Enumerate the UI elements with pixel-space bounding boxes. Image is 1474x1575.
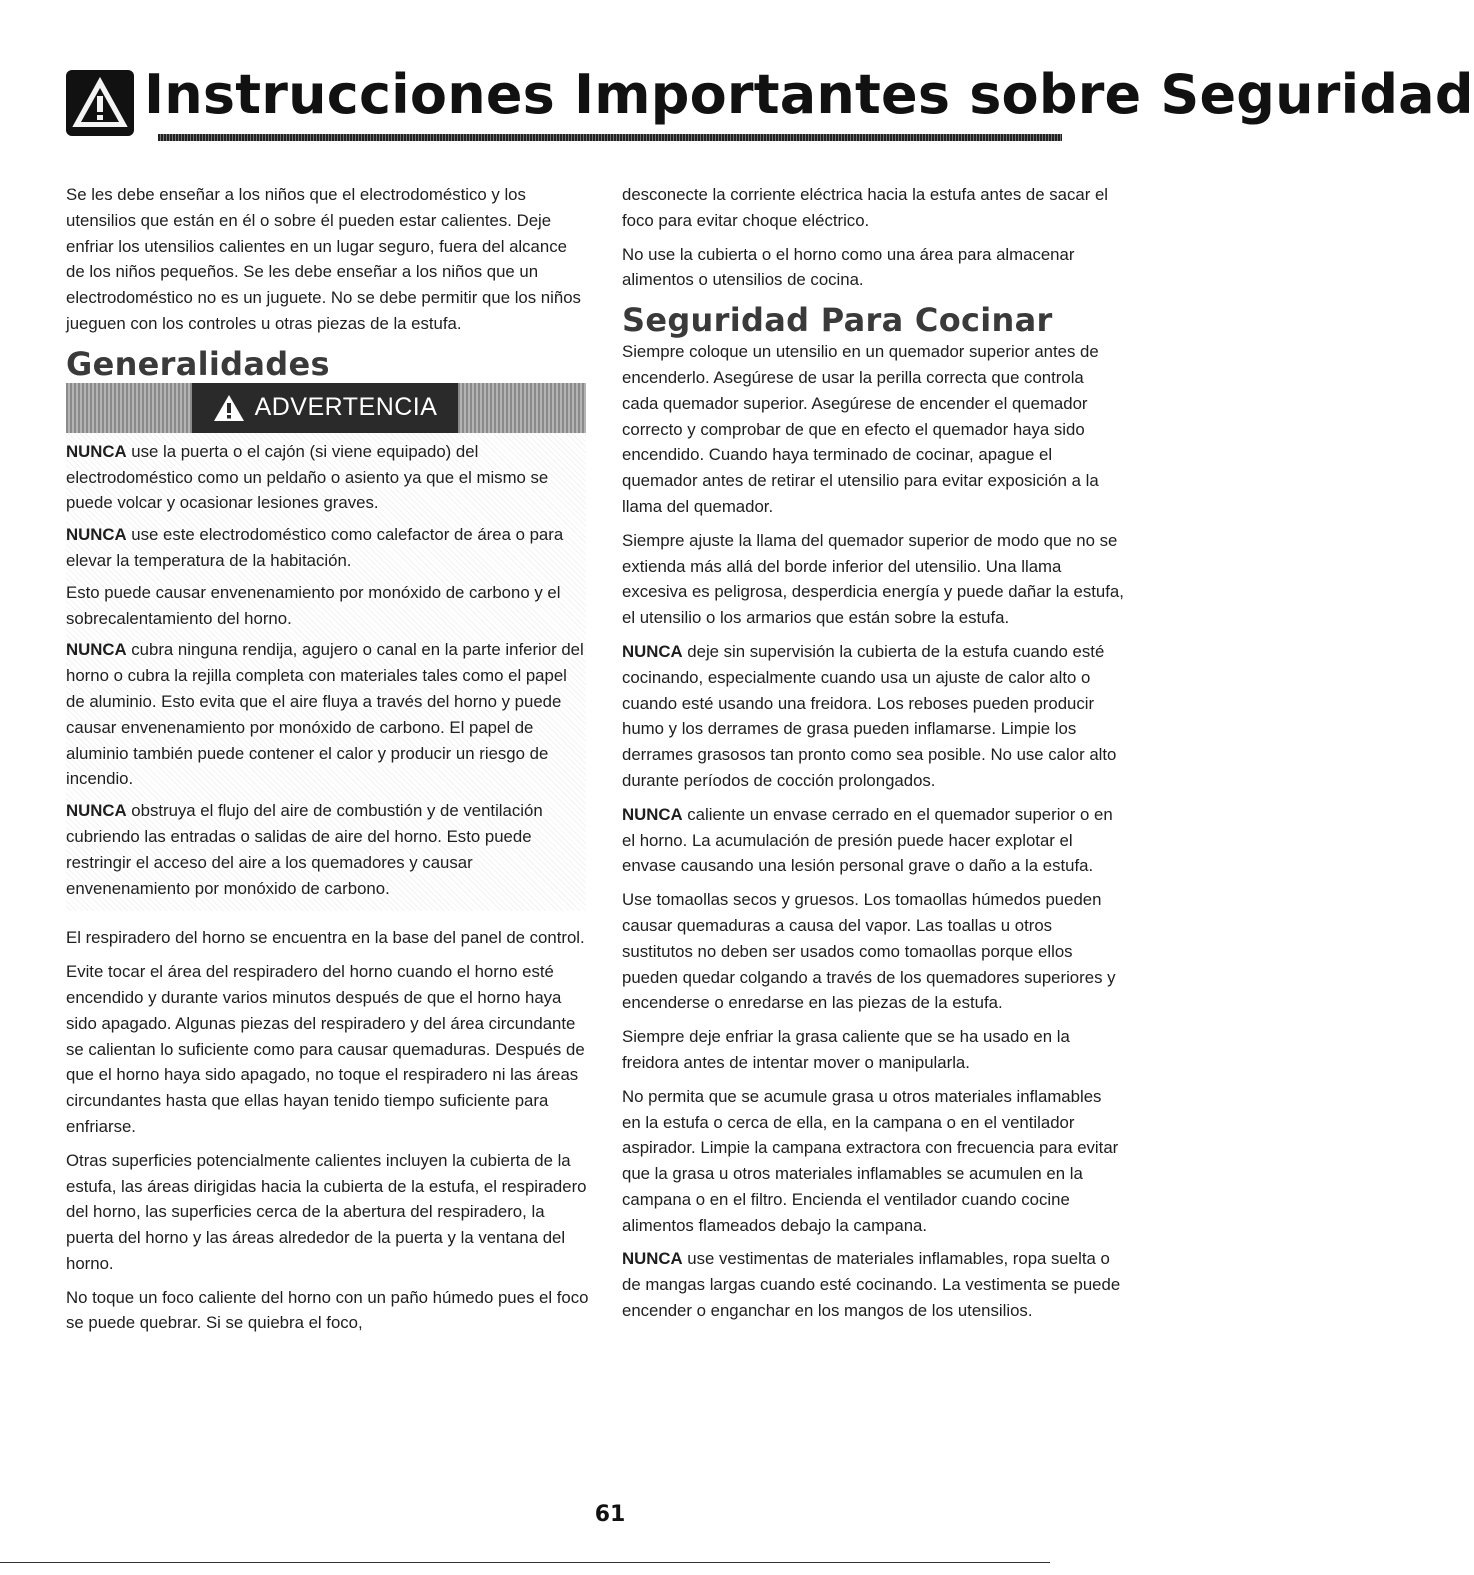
paragraph-text: deje sin supervisión la cubierta de la estufa cuando esté cocinando, especialmente cuando usa un ajuste de calor alto o cuando esté usando una freidora. Los reboses pueden producir humo y los derrames de grasa pueden inflamarse. Limpie los derrames grasosos tan pronto como sea posible. No use calor alto durante períodos de cocción prolongados. — [622, 641, 1117, 790]
paragraph-text: Siempre coloque un utensilio en un quemador superior antes de encenderlo. Asegúrese de usar la perilla correcta que controla cada quemador superior. Asegúrese de encender el quemador correcto y comprobar de que en efecto el quemador haya sido encendido. Cuando haya terminado de cocinar, apague el quemador antes de retirar el utensilio para evitar exposición a la llama del quemador. — [622, 342, 1099, 516]
warning-item — [66, 522, 586, 574]
warning-label: ADVERTENCIA — [254, 393, 438, 422]
warning-text: obstruya el flujo del aire de combustión y de ventilación cubriendo las entradas o salidas de aire del horno. Esto puede restringir el acceso del aire a los quemadores y causar envenenamiento por monóxido de carbono. — [66, 801, 543, 898]
nunca-lead: NUNCA — [622, 1249, 683, 1269]
warning-banner — [66, 383, 586, 433]
section-heading-seguridad-para-cocinar: Seguridad Para Cocinar — [622, 301, 1053, 340]
intro-paragraph: Se les debe enseñar a los niños que el electrodoméstico y los utensilios que están en él o sobre él pueden estar calientes. Deje enfriar los utensilios calientes en un lugar seguro, fuera del alcance de los niños pequeños. Se les debe enseñar a los niños que un electrodoméstico no es un juguete. No se debe permitir que los niños jueguen con los controles u otras piezas de la estufa. — [66, 185, 581, 333]
warning-item — [66, 637, 586, 792]
body-paragraph: Otras superficies potencialmente calientes incluyen la cubierta de la estufa, las áreas dirigidas hacia la cubierta de la estufa, el respiradero del horno, las superficies cerca de la abertura del respiradero, la puerta del horno y las áreas alrededor de la puerta y la ventana del horno. — [66, 1150, 587, 1273]
warning-item — [66, 580, 586, 632]
warning-text: Esto puede causar envenenamiento por monóxido de carbono y el sobrecalentamiento del horno. — [66, 582, 561, 628]
warning-item — [66, 798, 586, 901]
body-paragraph — [622, 639, 1124, 794]
page-number: 61 — [594, 1502, 626, 1527]
header-rule — [158, 134, 1062, 141]
warning-text: use la puerta o el cajón (si viene equipado) del electrodoméstico como un peldaño o asiento ya que el mismo se puede volcar y ocasionar lesiones graves. — [66, 441, 549, 513]
warning-box — [66, 383, 586, 912]
page-header — [66, 58, 1474, 148]
nunca-lead: NUNCA — [622, 804, 683, 824]
body-paragraph — [622, 528, 1124, 631]
body-paragraph: No toque un foco caliente del horno con un paño húmedo pues el foco se puede quebrar. Si se quiebra el foco, — [66, 1287, 589, 1333]
footer-rule — [0, 1562, 1050, 1563]
right-column — [622, 182, 1124, 1332]
paragraph-text: Siempre deje enfriar la grasa caliente que se ha usado en la freidora antes de intentar mover o manipularla. — [622, 1027, 1070, 1072]
nunca-lead: NUNCA — [66, 640, 127, 660]
body-paragraph: No use la cubierta o el horno como una área para almacenar alimentos o utensilios de cocina. — [622, 244, 1075, 290]
warning-triangle-icon — [213, 394, 245, 422]
paragraph-text: No permita que se acumule grasa u otros materiales inflamables en la estufa o cerca de ella, en la campana o en el ventilador aspirador. Limpie la campana extractora con frecuencia para evitar que la grasa u otros materiales inflamables se acumulen en la campana o en el filtro. Encienda el ventilador cuando cocine alimentos flameados debajo la campana. — [622, 1086, 1119, 1235]
warning-text: use este electrodoméstico como calefactor de área o para elevar la temperatura de la habitación. — [66, 525, 564, 570]
paragraph-text: use vestimentas de materiales inflamables, ropa suelta o de mangas largas cuando esté cocinando. La vestimenta se puede encender o enganchar en los mangos de los utensilios. — [622, 1249, 1121, 1321]
body-paragraph — [622, 1084, 1124, 1239]
body-paragraph — [622, 887, 1124, 1016]
body-paragraph — [622, 1246, 1124, 1323]
warning-text: cubra ninguna rendija, agujero o canal en la parte inferior del horno o cubra la rejilla completa con materiales tales como el papel de aluminio. Esto evita que el aire fluya a través del horno y puede causar envenenamiento por monóxido de carbono. El papel de aluminio también puede contener el calor y producir un riesgo de incendio. — [66, 640, 584, 789]
body-paragraph — [622, 339, 1124, 520]
nunca-lead: NUNCA — [66, 801, 127, 821]
page-title: Instrucciones Importantes sobre Seguridad — [144, 63, 1474, 126]
left-column — [66, 182, 590, 1344]
nunca-lead: NUNCA — [66, 441, 127, 461]
body-paragraph — [622, 802, 1124, 879]
warning-item — [66, 439, 586, 516]
paragraph-text: Use tomaollas secos y gruesos. Los tomaollas húmedos pueden causar quemaduras a causa del vapor. Las toallas u otros sustitutos no deben ser usados como tomaollas porque ellos pueden quedar colgando a través de los quemadores superiores y encenderse o enredarse en las piezas de la estufa. — [622, 890, 1116, 1013]
nunca-lead: NUNCA — [66, 525, 127, 545]
warning-triangle-icon — [66, 70, 134, 136]
section-heading-generalidades: Generalidades — [66, 344, 330, 383]
body-paragraph: desconecte la corriente eléctrica hacia la estufa antes de sacar el foco para evitar choque eléctrico. — [622, 185, 1109, 230]
body-paragraph — [622, 1024, 1124, 1076]
body-paragraph: Evite tocar el área del respiradero del horno cuando el horno esté encendido y durante varios minutos después de que el horno haya sido apagado. Algunas piezas del respiradero y del área circundante se calientan lo suficiente como para causar quemaduras. Después de que el horno haya sido apagado, no toque el respiradero ni las áreas circundantes hasta que ellas hayan tenido tiempo suficiente para enfriarse. — [66, 962, 585, 1136]
nunca-lead: NUNCA — [622, 641, 683, 661]
paragraph-text: caliente un envase cerrado en el quemador superior o en el horno. La acumulación de presión puede hacer explotar el envase causando una lesión personal grave o daño a la estufa. — [622, 804, 1113, 876]
body-paragraph: El respiradero del horno se encuentra en la base del panel de control. — [66, 928, 585, 948]
paragraph-text: Siempre ajuste la llama del quemador superior de modo que no se extienda más allá del borde inferior del utensilio. Una llama excesiva es peligrosa, desperdicia energía y puede dañar la estufa, el utensilio o los armarios que están sobre la estufa. — [622, 530, 1124, 628]
